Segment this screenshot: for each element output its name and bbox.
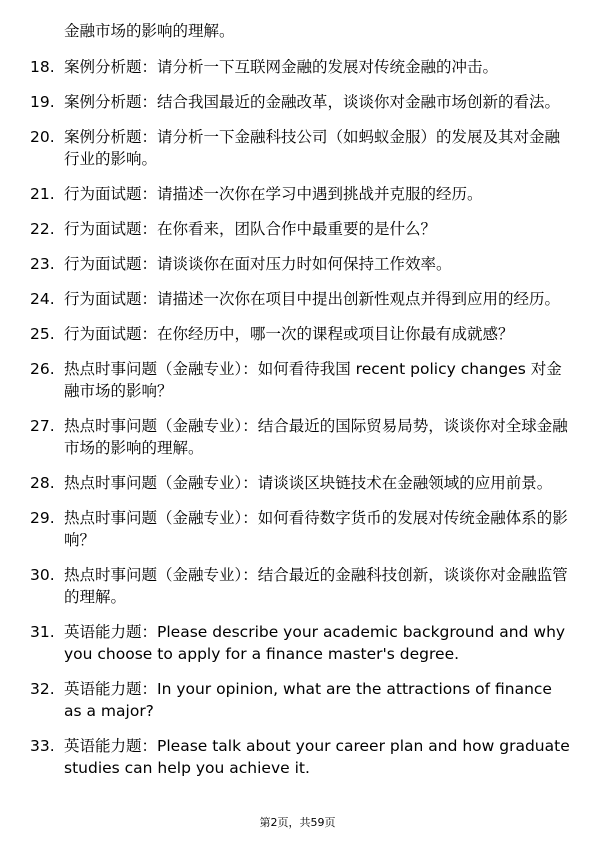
item-number: 22. [30,220,55,238]
list-item [30,126,570,170]
list-item [30,735,570,779]
list-item [30,218,570,240]
item-number: 27. [30,417,55,435]
list-item [30,507,570,551]
item-text: 英语能力题：Please describe your academic background and why you choose to apply for a finance master's degree. [64,623,566,663]
item-number: 31. [30,623,55,641]
list-item [30,288,570,310]
continued-text: 金融市场的影响的理解。 [64,22,235,40]
item-text: 行为面试题：请谈谈你在面对压力时如何保持工作效率。 [64,255,452,273]
item-text: 热点时事问题（金融专业）：结合最近的国际贸易局势，谈谈你对全球金融市场的影响的理解。 [64,417,568,457]
item-number: 18. [30,58,55,76]
list-item [30,678,570,722]
item-number: 26. [30,360,55,378]
item-number: 24. [30,290,55,308]
item-number: 32. [30,680,55,698]
list-item [30,621,570,665]
list-item [30,472,570,494]
item-text: 热点时事问题（金融专业）：结合最近的金融科技创新，谈谈你对金融监管的理解。 [64,566,568,606]
list-item [30,56,570,78]
item-text: 案例分析题：结合我国最近的金融改革，谈谈你对金融市场创新的看法。 [64,93,561,111]
item-number: 19. [30,93,55,111]
list-item [30,183,570,205]
item-text: 案例分析题：请分析一下金融科技公司（如蚂蚁金服）的发展及其对金融行业的影响。 [64,128,561,168]
item-text: 英语能力题：Please talk about your career plan and how graduate studies can help you achieve it. [64,737,570,777]
item-text: 行为面试题：请描述一次你在项目中提出创新性观点并得到应用的经历。 [64,290,561,308]
item-number: 30. [30,566,55,584]
item-text: 热点时事问题（金融专业）：如何看待数字货币的发展对传统金融体系的影响？ [64,509,568,549]
item-text: 行为面试题：在你经历中，哪一次的课程或项目让你最有成就感？ [64,325,514,343]
list-item [30,564,570,608]
item-text: 英语能力题：In your opinion, what are the attractions of finance as a major? [64,680,552,720]
item-text: 行为面试题：请描述一次你在学习中遇到挑战并克服的经历。 [64,185,483,203]
item-number: 20. [30,128,55,146]
item-text: 案例分析题：请分析一下互联网金融的发展对传统金融的冲击。 [64,58,499,76]
list-item [30,91,570,113]
list-item [30,358,570,402]
item-number: 25. [30,325,55,343]
item-number: 23. [30,255,55,273]
item-text: 热点时事问题（金融专业）：请谈谈区块链技术在金融领域的应用前景。 [64,474,553,492]
item-number: 29. [30,509,55,527]
item-number: 28. [30,474,55,492]
item-text: 热点时事问题（金融专业）：如何看待我国 recent policy changes 对金融市场的影响？ [64,360,562,400]
item-text: 行为面试题：在你看来，团队合作中最重要的是什么？ [64,220,437,238]
list-item [30,323,570,345]
item-number: 33. [30,737,55,755]
list-item [30,415,570,459]
list-item [30,253,570,275]
item-number: 21. [30,185,55,203]
question-list [30,20,570,792]
page-footer: 第2页，共59页 [259,816,336,829]
